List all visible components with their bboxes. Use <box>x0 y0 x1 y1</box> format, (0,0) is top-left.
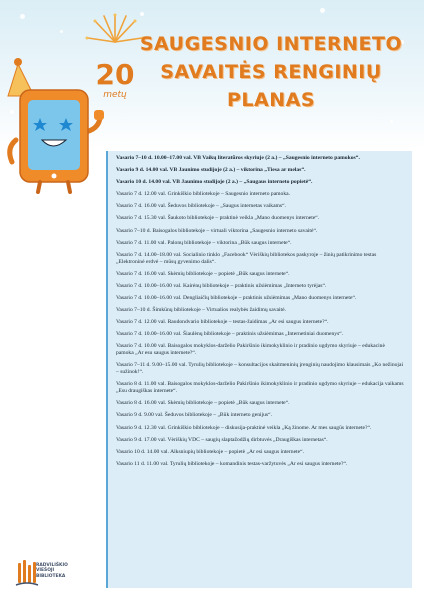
event-entry: Vasario 7 d. 15.30 val. Šaukoto bibliotekoje – praktinė veikla „Mano duomenys internete“. <box>116 215 320 222</box>
event-entry: Vasario 9 d. 12.30 val. Grinkiškio bibliotekoje – diskusija-praktinė veikla „Ką žinome. Ar mes saugūs internete?“. <box>116 424 372 431</box>
event-entry: Vasario 7 d. 16.00 val. Skėmių bibliotekoje – popietė „Būk saugus internete“. <box>116 270 290 277</box>
event-entry: Vasario 7–10 d. Šimkūnų bibliotekoje – Virtualios realybės žaidimų savaitė. <box>116 307 286 314</box>
badge-number: 20 <box>95 58 135 91</box>
page-title <box>128 30 414 114</box>
event-entry: Vasario 11 d. 11.00 val. Tyrulių bibliotekoje – komandinis testas-varžytuvės „Ar esi saugus internete?“. <box>116 460 348 467</box>
event-entry: Vasario 9 d. 9.00 val. Šeduvos bibliotekoje – „Būk interneto genijus“. <box>116 412 272 419</box>
badge-word: metų <box>103 90 127 100</box>
event-entry: Vasario 10 d. 14.00 val. VB Jaunimo studijoje (2 a.) – „Saugaus interneto popietė“. <box>116 179 313 186</box>
event-entry: Vasario 7 d. 10.00–16.00 val. Dengliaičių bibliotekoje – praktinis užsiėmimas „Mano duomenys internete“. <box>116 294 357 301</box>
title-line-3: PLANAS <box>226 89 316 111</box>
logo-line-2: VIEŠOJI <box>36 568 55 574</box>
event-entry: Vasario 7 d. 10.00 val. Baisogalos mokyklos-darželio Pakiršinio ikimokyklinio ir pradinio ugdymo skyriuje – edukacinė pamoka „Ar esu saugus internete?“. <box>116 343 385 357</box>
event-entry: Vasario 9 d. 17.00 val. Vėriškių VDC – saugių slaptažodžių dirbtuvės „Draugiškas internetas“. <box>116 436 328 443</box>
title-line-2: SAVAITĖS RENGINIŲ <box>160 61 382 83</box>
event-entry: Vasario 7–10 d. 10.00–17.00 val. VB Vaikų literatūros skyriuje (2 a.) – „Saugesnio interneto pamokos“. <box>116 155 360 161</box>
event-entry: Vasario 8 d. 16.00 val. Skėmių bibliotekoje – popietė „Būk saugus internete“. <box>116 400 290 407</box>
event-entry: Vasario 7 d. 10.00–16.00 val. Šiaulėnų bibliotekoje – praktinis užsiėmimas „Internetiniai duomenys“. <box>116 331 344 338</box>
event-entry: Vasario 7 d. 16.00 val. Šeduvos bibliotekoje – „Saugus internetas vaikams“. <box>116 203 286 210</box>
logo-line-3: BIBLIOTEKA <box>36 573 66 579</box>
event-entry: Vasario 7 d. 10.00–16.00 val. Kairėnų bibliotekoje – praktinis užsiėmimas „Interneto tyrėjas“. <box>116 282 327 289</box>
event-entry: Vasario 7 d. 12.00 val. Grinkiškio bibliotekoje – Saugesnio interneto pamoka. <box>116 191 290 198</box>
event-entry: Vasario 7 d. 12.00 val. Raudondvario bibliotekoje – testas-žaidimas „Ar esi saugus internete?“. <box>116 319 329 326</box>
events-panel <box>106 151 412 588</box>
event-entry: Vasario 8 d. 11.00 val. Baisogalos mokyklos-darželio Pakiršinio ikimokyklinio ir pradinio ugdymo skyriuje – edukacija vaikams „Esu draugiškas internete“. <box>116 381 404 395</box>
event-entry: Vasario 7–11 d. 9.00–15.00 val. Tyrulių bibliotekoje – konsultacijos skaitmeninių įrenginių naudojimo klausimais „Ko nežinojai – sužinok!“. <box>116 362 404 376</box>
event-entry: Vasario 7–10 d. Baisogalos bibliotekoje – virtuali viktorina „Saugesnio interneto savaitė“. <box>116 227 318 234</box>
event-entry: Vasario 7 d. 14.00–18.00 val. Socialinio tinklo „Facebook“ Vėriškių bibliotekos paskyroje – žinių patikrinimo testas „Elektroninė erdvė – mūsų gyvenimo dalis“. <box>116 251 377 265</box>
event-entry: Vasario 9 d. 14.00 val. VB Jaunimo studijoje (2 a.) – viktorina „Tiesa ar melas“. <box>116 167 306 174</box>
title-line-1: SAUGESNIO INTERNETO <box>139 33 403 55</box>
library-logo-text <box>36 563 96 579</box>
event-entry: Vasario 10 d. 14.00 val. Alksniupių bibliotekoje – popietė „Ar esi saugus internete“. <box>116 448 304 455</box>
logo-line-1: RADVILIŠKIO <box>36 563 68 568</box>
event-entry: Vasario 7 d. 11.00 val. Palonų bibliotekoje – viktorina „Būk saugus internete“. <box>116 239 292 246</box>
tablet-mascot-icon <box>4 44 108 194</box>
